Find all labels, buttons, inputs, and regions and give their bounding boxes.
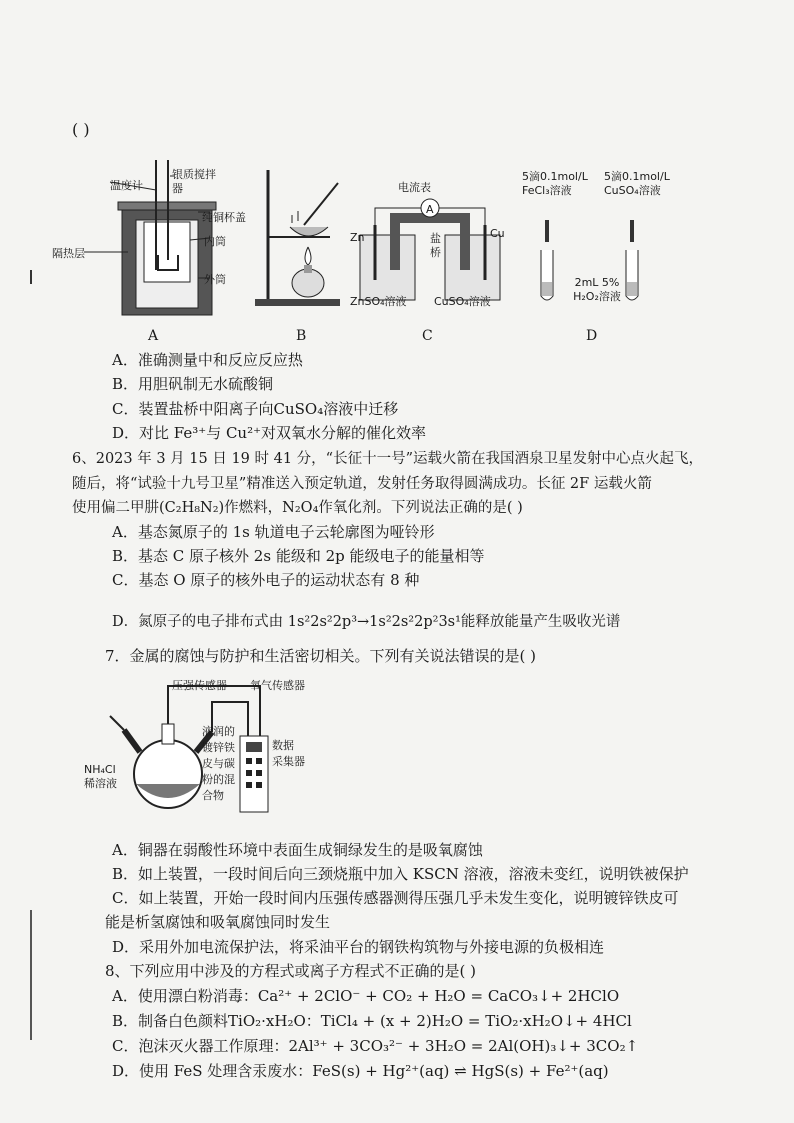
q6-stem-line1: 6、2023 年 3 月 15 日 19 时 41 分，“长征十一号”运载火箭在我国酒泉卫星发射中心点火起飞， [72, 451, 704, 467]
caption-b: B [296, 328, 307, 344]
q7-option-a: A．铜器在弱酸性环境中表面生成铜绿发生的是吸氧腐蚀 [112, 841, 483, 859]
label-cu: Cu [490, 227, 505, 240]
prev-option-b: B．用胆矾制无水硫酸铜 [112, 375, 274, 393]
q6-option-a: A．基态氮原子的 1s 轨道电子云轮廓图为哑铃形 [112, 523, 435, 541]
label-nh4cl: NH₄Cl [84, 763, 116, 776]
label-pressure-sensor: 压强传感器 [172, 679, 227, 692]
label-collector-1: 数据 [272, 739, 294, 752]
caption-d: D [586, 328, 598, 344]
q7-option-c: C．如上装置，开始一段时间内压强传感器测得压强几乎未发生变化，说明镀锌铁皮可 [112, 889, 679, 907]
q8-stem: 8、下列应用中涉及的方程式或离子方程式不正确的是( ) [105, 962, 477, 980]
margin-binding-line [30, 910, 32, 1040]
q7-option-c-cont: 能是析氢腐蚀和吸氧腐蚀同时发生 [105, 913, 331, 931]
prev-option-d: D．对比 Fe³⁺与 Cu²⁺对双氧水分解的催化效率 [112, 424, 427, 442]
q7-option-d: D．采用外加电流保护法，将采油平台的钢铁构筑物与外接电源的负极相连 [112, 938, 605, 956]
prev-option-c: C．装置盐桥中阳离子向CuSO₄溶液中迁移 [112, 400, 399, 418]
label-inner: 内筒 [204, 235, 226, 248]
label-stirrer: 银质搅拌器 [172, 168, 216, 195]
label-outer: 外筒 [204, 273, 226, 286]
q8-option-a: A．使用漂白粉消毒：Ca²⁺ + 2ClO⁻ + CO₂ + H₂O = CaCO₃↓+ 2HClO [112, 987, 620, 1005]
label-mix-3: 皮与碳 [202, 757, 235, 770]
label-collector-2: 采集器 [272, 755, 305, 768]
q7-stem: 7．金属的腐蚀与防护和生活密切相关。下列有关说法错误的是( ) [105, 647, 537, 665]
label-salt-bridge: 盐桥 [430, 232, 441, 259]
answer-paren: ( ) [72, 120, 90, 139]
label-mix-4: 粉的混 [202, 773, 235, 786]
q6-stem-line2: 随后，将“试验十九号卫星”精准送入预定轨道，发射任务取得圆满成功。长征 2F 运载火箭 [72, 476, 652, 492]
prev-option-a: A．准确测量中和反应反应热 [112, 351, 303, 369]
label-insulation: 隔热层 [52, 247, 85, 260]
label-zn: Zn [350, 231, 365, 244]
label-oxygen-sensor: 氧气传感器 [250, 679, 305, 692]
label-cuso4-d: 5滴0.1mol/L CuSO₄溶液 [604, 170, 670, 197]
label-mix-1: 液润的 [202, 725, 235, 738]
label-thermometer: 温度计 [110, 179, 143, 192]
label-h2o2: 2mL 5% H₂O₂溶液 [573, 276, 621, 303]
q8-option-b: B．制备白色颜料TiO₂·xH₂O：TiCl₄ + (x + 2)H₂O = TiO₂·xH₂O↓+ 4HCl [112, 1012, 632, 1030]
label-cuso4: CuSO₄溶液 [434, 295, 491, 308]
label-dilute: 稀溶液 [84, 777, 117, 790]
label-ammeter: 电流表 [398, 181, 431, 194]
figure-b-heating [250, 165, 350, 310]
q6-option-c: C．基态 O 原子的核外电子的运动状态有 8 种 [112, 571, 420, 589]
q8-option-c: C．泡沫灭火器工作原理：2Al³⁺ + 3CO₃²⁻ + 3H₂O = 2Al(OH)₃↓+ 3CO₂↑ [112, 1037, 639, 1055]
q6-option-d: D．氮原子的电子排布式由 1s²2s²2p³→1s²2s²2p²3s¹能释放能量产生吸收光谱 [112, 614, 621, 630]
label-mix-2: 镀锌铁 [202, 741, 235, 754]
margin-mark [30, 270, 32, 284]
q7-option-b: B．如上装置，一段时间后向三颈烧瓶中加入 KSCN 溶液，溶液未变红，说明铁被保护 [112, 865, 689, 883]
label-fecl3: 5滴0.1mol/L FeCl₃溶液 [522, 170, 588, 197]
caption-c: C [422, 328, 433, 344]
q6-stem-line3: 使用偏二甲肼(C₂H₈N₂)作燃料，N₂O₄作氧化剂。下列说法正确的是( ) [72, 500, 523, 516]
q8-option-d: D．使用 FeS 处理含汞废水：FeS(s) + Hg²⁺(aq) ⇌ HgS(s) + Fe²⁺(aq) [112, 1062, 609, 1080]
q6-option-b: B．基态 C 原子核外 2s 能级和 2p 能级电子的能量相等 [112, 547, 485, 565]
label-ammeter-symbol: A [426, 203, 434, 216]
label-znso4: ZnSO₄溶液 [350, 295, 407, 308]
caption-a: A [148, 328, 159, 344]
label-lid: 纯铜杯盖 [202, 211, 246, 224]
label-mix-5: 合物 [202, 789, 224, 802]
